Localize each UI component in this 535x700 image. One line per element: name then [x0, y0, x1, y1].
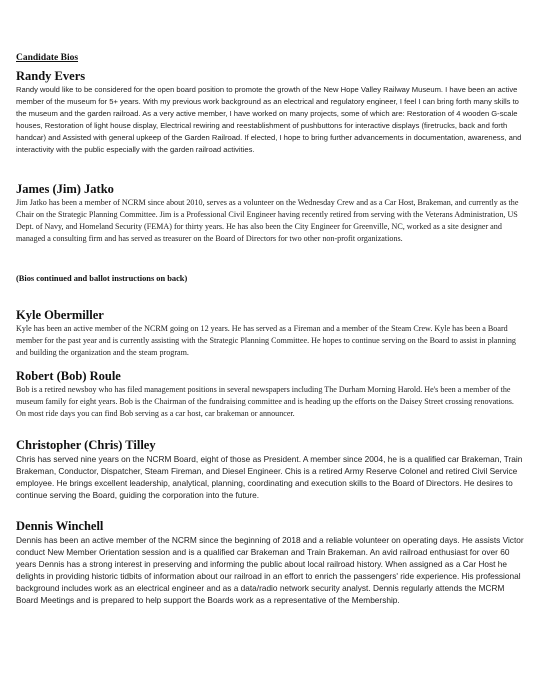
section-heading: Candidate Bios	[16, 53, 79, 63]
candidate-bio-kyle-obermiller: Kyle has been an active member of the NCRM going on 12 years. He has served as a Fireman and a member of the Steam Crew. Kyle has been a Board member for the past year and is currently assisting with the Strategic Planning Committee. He hopes to continue serving on the Board to assist in planning and building the organization and the steam program.	[16, 324, 516, 357]
candidate-bio-christopher-tilley: Chris has served nine years on the NCRM Board, eight of those as President. A member since 2004, he is a qualified car Brakeman, Train Brakeman, Conductor, Dispatcher, Steam Fireman, and Diesel Engineer. Chis is a retired Army Reserve Colonel and retired Civil Service employee. He brings excellent leadership, analytical, planning, coordinating and execution skills to the Board of Directors. He desires to continue serving the Board, guiding the corporation into the future.	[16, 454, 523, 500]
page-bottom-whitespace	[0, 620, 535, 700]
candidate-name-kyle-obermiller: Kyle Obermiller	[16, 308, 104, 322]
continued-note: (Bios continued and ballot instructions on back)	[16, 274, 188, 283]
candidate-name-robert-roule: Robert (Bob) Roule	[16, 369, 121, 383]
candidate-bio-randy-evers: Randy would like to be considered for the open board position to promote the growth of the New Hope Valley Railway Museum. I have been an active member of the museum for 5+ years. With my previous work background as an electrical and regulatory engineer, I feel I can bring forth many skills to the museum and the garden railroad. As a very active member, I have worked on many projects, some of which are: Restoration of 4 wooden G-scale houses, Restoration of light house display, Electrical rewiring and reestablishment of pushbuttons for interactive displays (firetrucks, back and forth handcar) and Assisted with general upkeep of the Garden Railroad. If elected, I hope to bring further advancements in documentation, awareness, and interactivity with the public especially with the garden railroad activities.	[16, 85, 522, 154]
candidate-name-dennis-winchell: Dennis Winchell	[16, 519, 104, 533]
candidate-name-james-jatko: James (Jim) Jatko	[16, 182, 114, 196]
candidate-bio-robert-roule: Bob is a retired newsboy who has filed management positions in several newspapers including The Durham Morning Harold. He's been a member of the museum family for eight years. Bob is the Chairman of the fundraising committee and is heading up the efforts on the Daisey Street crossing renovations. On most ride days you can find Bob serving as a car host, car brakeman or announcer.	[16, 385, 514, 418]
candidate-bio-james-jatko: Jim Jatko has been a member of NCRM since about 2010, serves as a volunteer on the Wednesday Crew and as a Car Host, Brakeman, and currently as the Chair on the Strategic Planning Committee. Jim is a Professional Civil Engineer having recently retired from serving with the Veterans Administration, US Dept. of Navy, and Homeland Security (FEMA) for thirty years. He has also been the City Engineer for Greenville, NC, worked as a site designer and managed a consulting firm and has served as treasurer on the Board of Directors for two other non-profit organizations.	[16, 198, 519, 243]
candidate-name-randy-evers: Randy Evers	[16, 69, 86, 83]
candidate-name-christopher-tilley: Christopher (Chris) Tilley	[16, 438, 156, 452]
candidate-bio-dennis-winchell: Dennis has been an active member of the NCRM since the beginning of 2018 and a reliable volunteer on operating days. He assists Victor conduct New Member Orientation session and is a qualified car Brakeman and Train Brakeman. An avid railroad enthusiast for over 60 years Dennis has a strong interest in preserving and informing the public about local railroad history. When assigned as a Car Host he delights in providing historic tidbits of information about our railroad in an effort to enrich the passengers' ride experience. His professional background includes work as an electrical engineer and as a data/radio network security analyst. Dennis regularly attends the MCRM Board Meetings and is prepared to help support the Boards work as a representative of the Membership.	[16, 535, 524, 605]
